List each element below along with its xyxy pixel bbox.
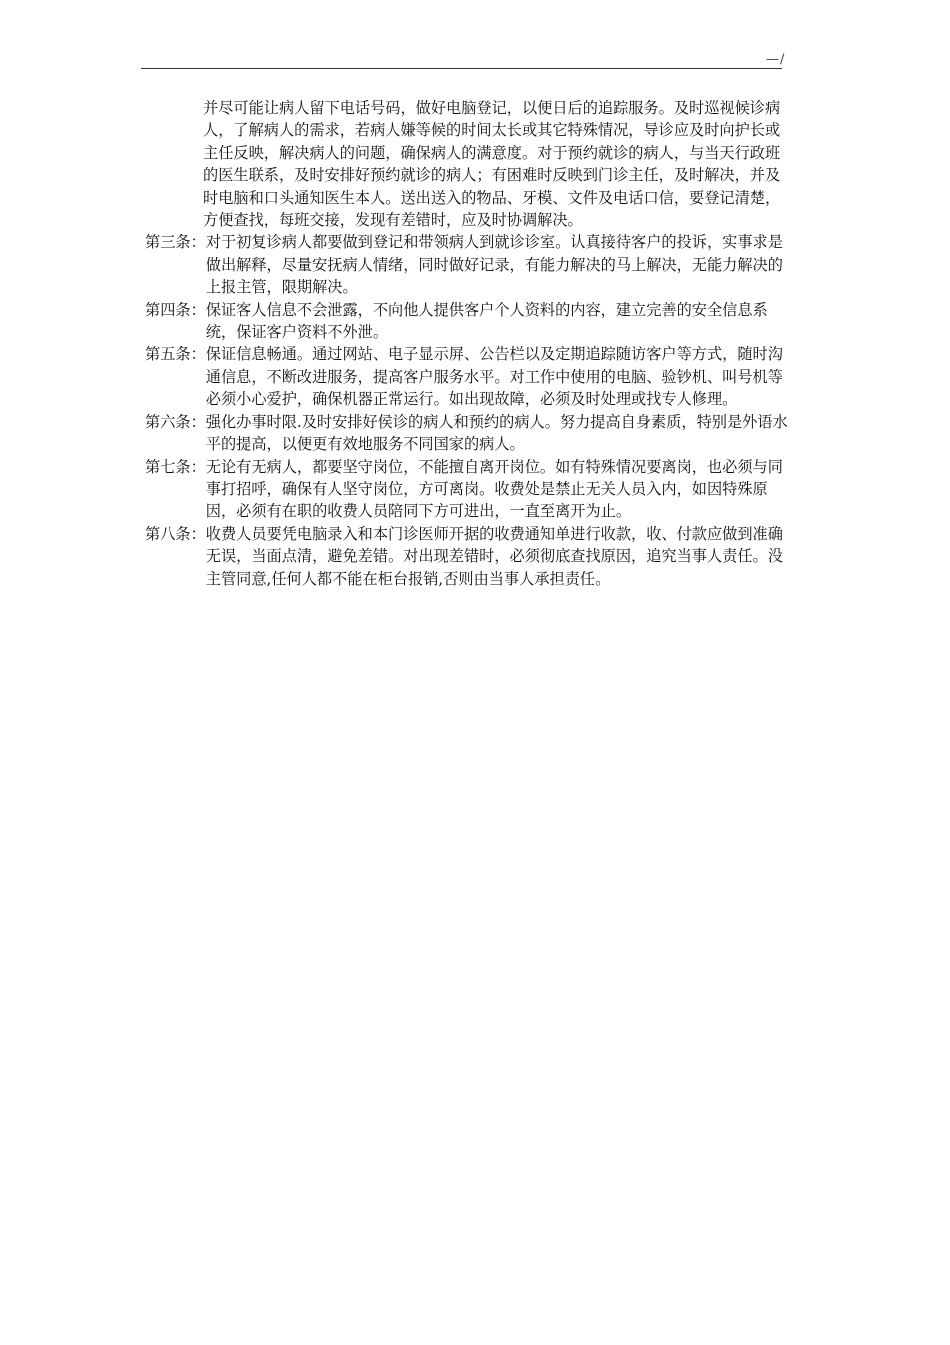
clause-label: 第六条：	[145, 412, 206, 431]
clause-label: 第三条：	[145, 233, 206, 252]
clause-text: 对于初复诊病人都要做到登记和带领病人到就诊诊室。认真接待客户的投诉，实事求是做出解释，尽量安抚病人情绪，同时做好记录，有能力解决的马上解决，无能力解决的上报主管，限期解决。	[205, 233, 783, 297]
page-mark: —/	[766, 52, 786, 67]
clause-text: 保证客人信息不会泄露，不向他人提供客户个人资料的内容，建立完善的安全信息系统，保证客户资料不外泄。	[205, 300, 768, 342]
clause-6	[145, 411, 795, 456]
clause-4	[145, 299, 795, 344]
clause-3	[145, 231, 795, 298]
clause-label: 第五条：	[145, 345, 206, 364]
clause-7	[145, 456, 795, 523]
clause-text: 收费人员要凭电脑录入和本门诊医师开据的收费通知单进行收款，收、付款应做到准确无误，当面点清，避免差错。对出现差错时，必须彻底查找原因，追究当事人责任。没主管同意,任何人都不能在柜台报销,否则由当事人承担责任。	[205, 524, 783, 588]
header-rule	[141, 68, 782, 69]
clause-5	[145, 343, 795, 410]
clause-8	[145, 523, 795, 590]
document-body	[145, 97, 795, 590]
clause-text: 无论有无病人，都要坚守岗位，不能擅自离开岗位。如有特殊情况要离岗，也必须与同事打招呼，确保有人坚守岗位，方可离岗。收费处是禁止无关人员入内，如因特殊原因，必须有在职的收费人员陪同下方可进出，一直至离开为止。	[205, 457, 783, 521]
clause-text: 强化办事时限.及时安排好侯诊的病人和预约的病人。努力提高自身素质，特别是外语水平的提高，以便更有效地服务不同国家的病人。	[205, 412, 788, 454]
clause-label: 第四条：	[145, 300, 206, 319]
continuation-paragraph: 并尽可能让病人留下电话号码，做好电脑登记，以便日后的追踪服务。及时巡视候诊病人，了解病人的需求，若病人嫌等候的时间太长或其它特殊情况，导诊应及时向护长或主任反映，解决病人的问题，确保病人的满意度。对于预约就诊的病人，与当天行政班的医生联系，及时安排好预约就诊的病人；有困难时反映到门诊主任，及时解决，并及时电脑和口头通知医生本人。送出送入的物品、牙模、文件及电话口信，要登记清楚，方便查找，每班交接，发现有差错时，应及时协调解决。	[203, 99, 781, 230]
clause-text: 保证信息畅通。通过网站、电子显示屏、公告栏以及定期追踪随访客户等方式，随时沟通信息，不断改进服务，提高客户服务水平。对工作中使用的电脑、验钞机、叫号机等必须小心爱护，确保机器正常运行。如出现故障，必须及时处理或找专人修理。	[205, 345, 783, 409]
clause-label: 第八条：	[145, 524, 206, 543]
clause-label: 第七条：	[145, 457, 206, 476]
